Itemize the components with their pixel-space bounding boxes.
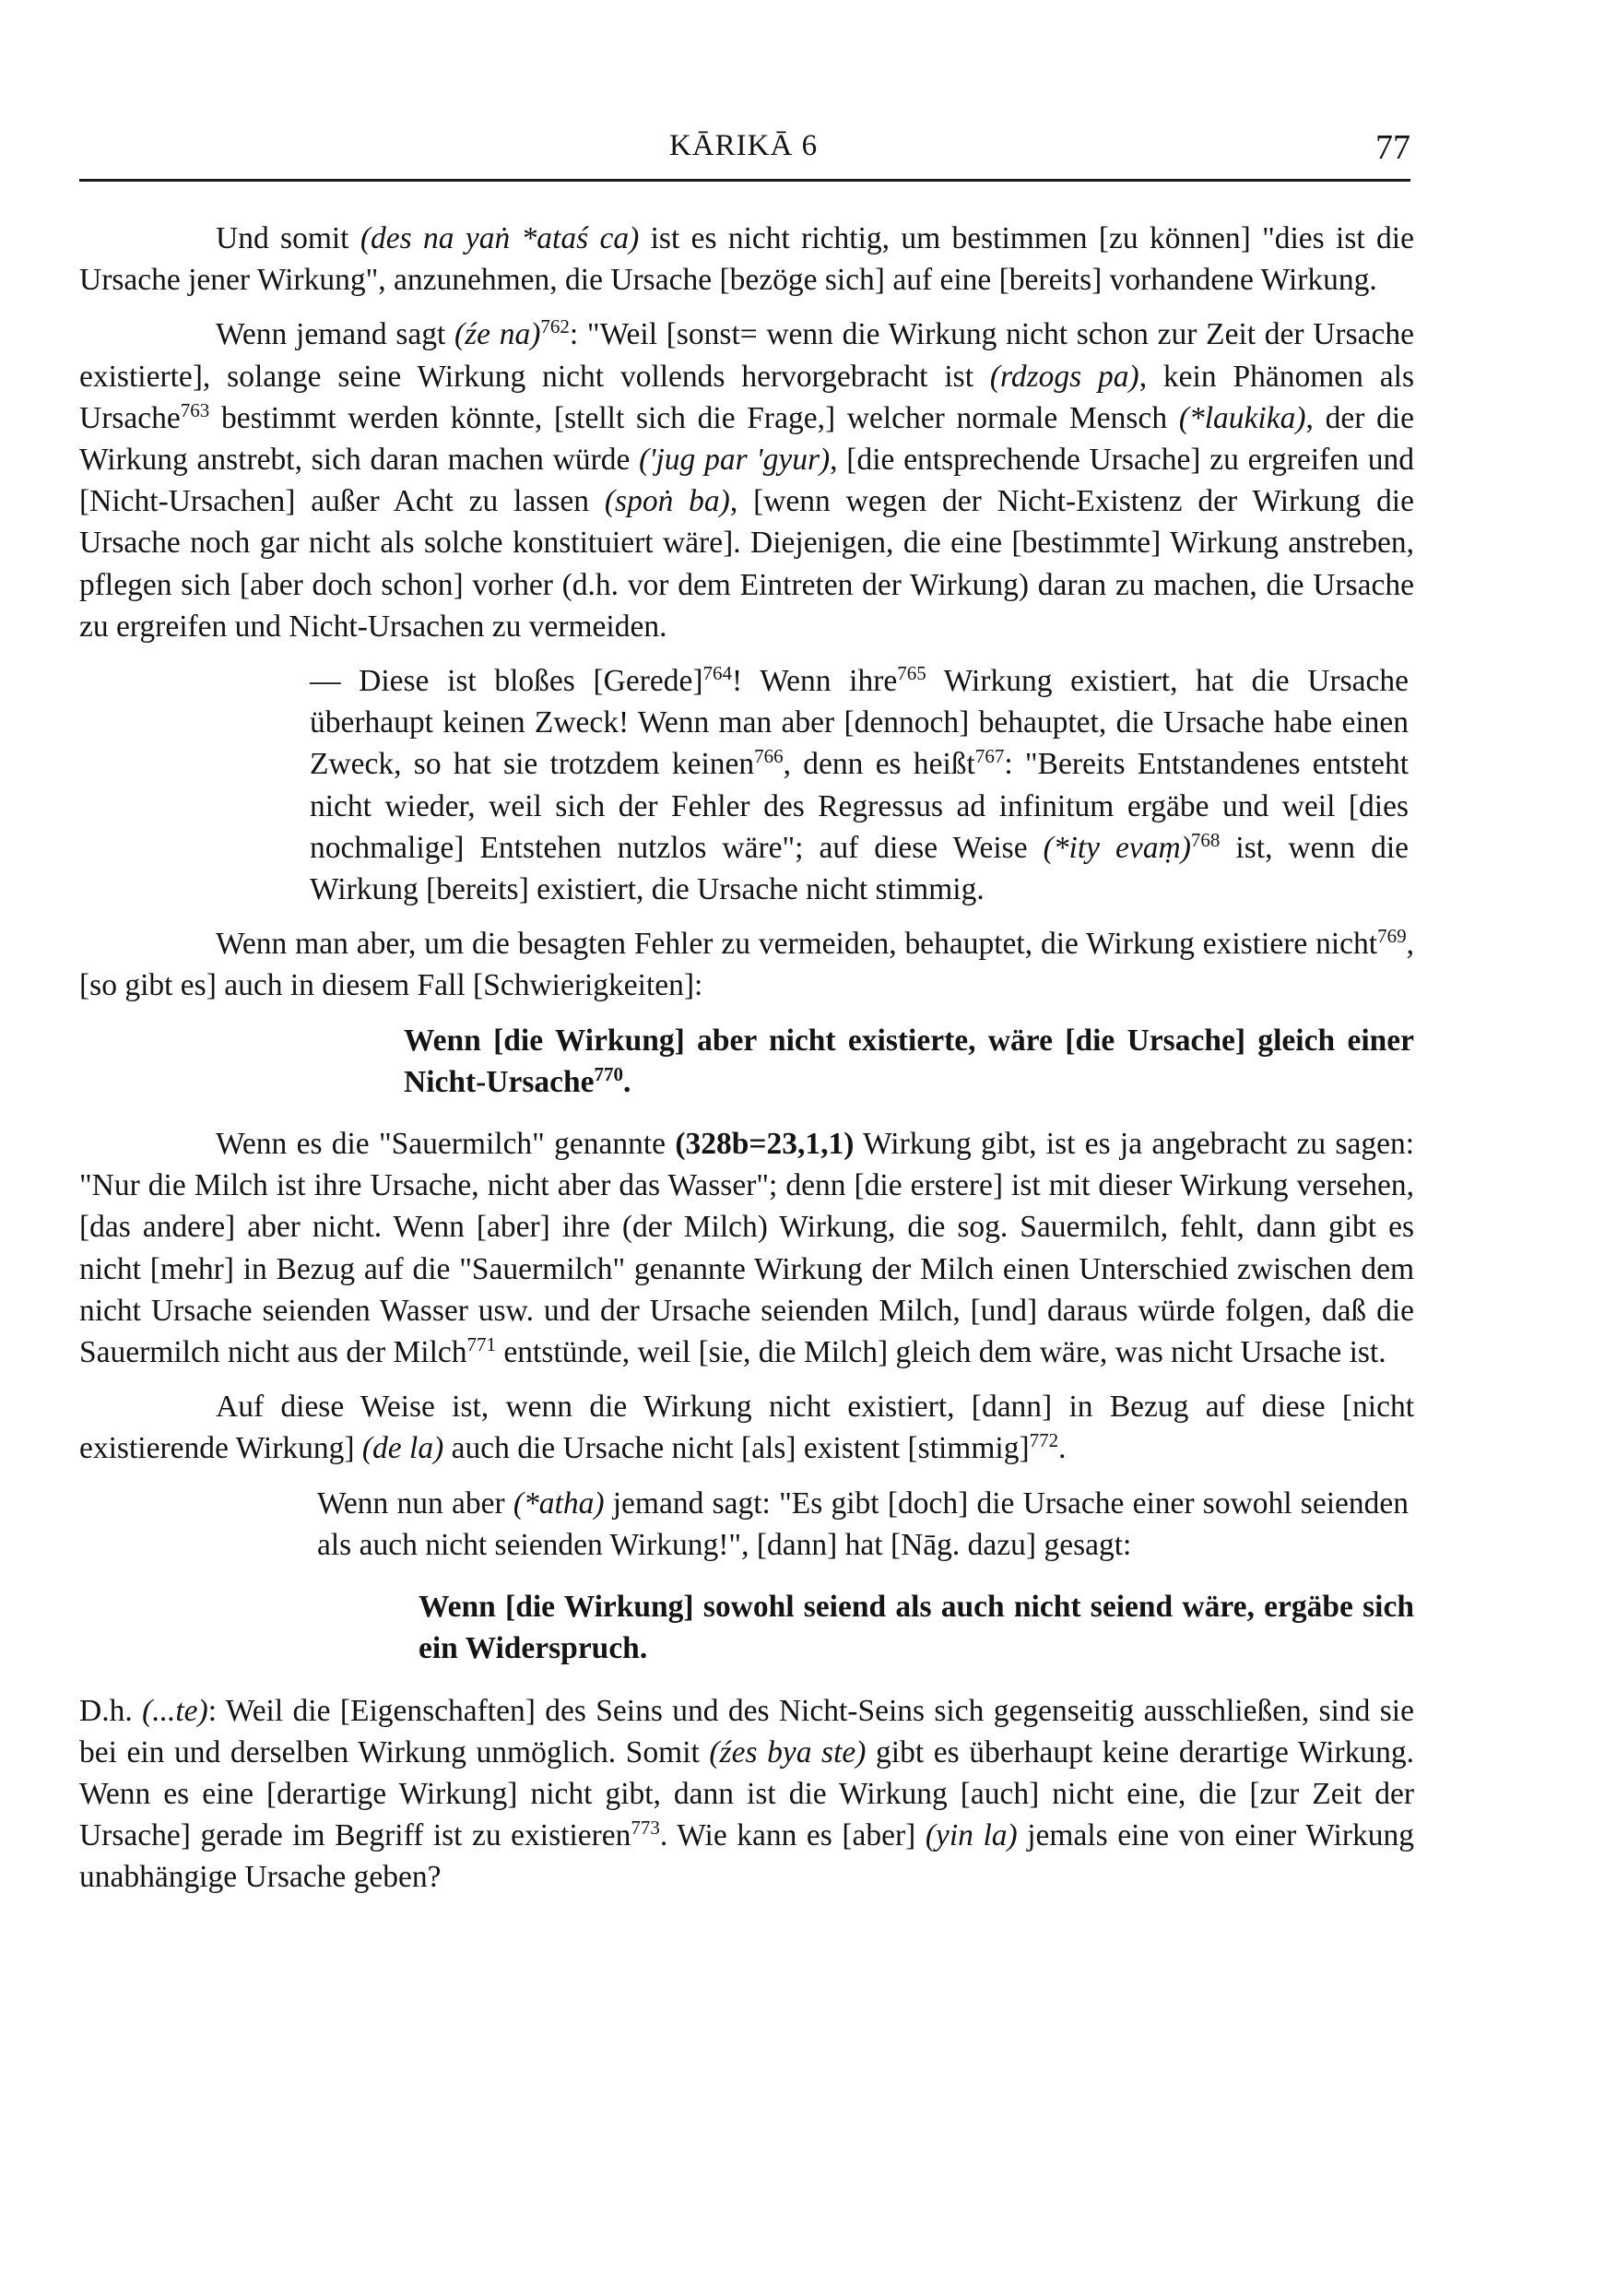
- footnote-ref: 763: [180, 398, 210, 421]
- paragraph-6: Auf diese Weise ist, wenn die Wirkung nicht existiert, [dann] in Bezug auf diese [nicht existierende Wirkung] (de la) auch die Ursache nicht [als] existent [stimmig]$^{772}$.: [79, 1390, 1414, 1466]
- footnote-ref: 773: [631, 1816, 660, 1839]
- footnote-ref: 765: [897, 661, 926, 684]
- footnote-ref: 766: [754, 745, 784, 768]
- running-header: [79, 129, 1410, 170]
- paragraph-3-indented: — Diese ist bloßes [Gerede]$^{764}$! Wenn ihre$^{765}$ Wirkung existiert, hat die Ursache überhaupt keinen Zweck! Wenn man aber [dennoch] behauptet, die Ursache habe einen Zweck, so hat sie trotzdem keinen$^{766}$, denn es heißt$^{767}$: "Bereits Entstandenes entsteht nicht wieder, weil sich der Fehler des Regressus ad infinitum ergäbe und weil [dies nochmalige] Entstehen nutzlos wäre"; auf diese Weise (*ity evaṃ)$^{768}$ ist, wenn die Wirkung [bereits] existiert, die Ursache nicht stimmig.: [310, 661, 1409, 907]
- paragraph-2: Wenn jemand sagt (źe na)$^{762}$: "Weil [sonst= wenn die Wirkung nicht schon zur Zeit der Ursache existierte], solange seine Wirkung nicht vollends hervorgebracht ist (rdzogs pa), kein Phänomen als Ursache$^{763}$ bestimmt werden könnte, [stellt sich die Frage,] welcher normale Mensch (*laukika), der die Wirkung anstrebt, sich daran machen würde ('jug par 'gyur), [die entsprechende Ursache] zu ergreifen und [Nicht-Ursachen] außer Acht zu lassen (spoṅ ba), [wenn wegen der Nicht-Existenz der Wirkung die Ursache noch gar nicht als solche konstituiert wäre]. Diejenigen, die eine [bestimmte] Wirkung anstreben, pflegen sich [aber doch schon] vorher (d.h. vor dem Eintreten der Wirkung) daran zu machen, die Ursache zu ergreifen und Nicht-Ursachen zu vermeiden.: [79, 315, 1414, 644]
- paragraph-8: D.h. (...te): Weil die [Eigenschaften] des Seins und des Nicht-Seins sich gegenseitig ausschließen, sind sie bei ein und derselben Wirkung unmöglich. Somit (źes bya ste) gibt es überhaupt keine derartige Wirkung. Wenn es eine [derartige Wirkung] nicht gibt, dann ist die Wirkung [auch] nicht eine, die [zur Zeit der Ursache] gerade im Begriff ist zu existieren$^{773}$. Wie kann es [aber] (yin la) jemals eine von einer Wirkung unabhängige Ursache geben?: [79, 1693, 1414, 1895]
- header-rule: [79, 179, 1410, 182]
- footnote-ref: 762: [540, 315, 570, 338]
- footnote-ref: 771: [466, 1332, 497, 1355]
- footnote-ref: 772: [1029, 1429, 1059, 1452]
- footnote-ref: 769: [1377, 925, 1407, 948]
- footnote-ref: 770: [594, 1062, 624, 1085]
- paragraph-4: Wenn man aber, um die besagten Fehler zu vermeiden, behauptet, die Wirkung existiere nicht$^{769}$, [so gibt es] auch in diesem Fall [Schwierigkeiten]:: [79, 925, 1414, 1003]
- verse-1: Wenn [die Wirkung] aber nicht existierte, wäre [die Ursache] gleich einer Nicht-Ursache$^{770}$.: [404, 1023, 1414, 1099]
- paragraph-1: Und somit (des na yaṅ *ataś ca) ist es nicht richtig, um bestimmen [zu können] "dies ist die Ursache jener Wirkung", anzunehmen, die Ursache [bezöge sich] auf eine [bereits] vorhandene Wirkung.: [79, 221, 1414, 298]
- footnote-ref: 767: [974, 745, 1005, 768]
- chapter-title: KĀRIKĀ 6: [669, 129, 819, 162]
- body-text: [79, 218, 1414, 1899]
- footnote-ref: 768: [1190, 828, 1221, 851]
- footnote-ref: 764: [702, 661, 732, 684]
- verse-2: Wenn [die Wirkung] sowohl seiend als auch nicht seiend wäre, ergäbe sich ein Widerspruch.: [419, 1590, 1414, 1666]
- page-number: 77: [1375, 128, 1410, 167]
- paragraph-5: Wenn es die "Sauermilch" genannte (328b=23,1,1) Wirkung gibt, ist es ja angebracht zu sagen: "Nur die Milch ist ihre Ursache, nicht aber das Wasser"; denn [die erstere] ist mit dieser Wirkung versehen, [das andere] aber nicht. Wenn [aber] ihre (der Milch) Wirkung, die sog. Sauermilch, fehlt, dann gibt es nicht [mehr] in Bezug auf die "Sauermilch" genannte Wirkung der Milch einen Unterschied zwischen dem nicht Ursache seienden Wasser usw. und der Ursache seienden Milch, [und] daraus würde folgen, daß die Sauermilch nicht aus der Milch$^{771}$ entstünde, weil [sie, die Milch] gleich dem wäre, was nicht Ursache ist.: [79, 1127, 1415, 1370]
- paragraph-7-indented: Wenn nun aber (*atha) jemand sagt: "Es gibt [doch] die Ursache einer sowohl seienden als auch nicht seienden Wirkung!", [dann] hat [Nāg. dazu] gesagt:: [317, 1485, 1409, 1562]
